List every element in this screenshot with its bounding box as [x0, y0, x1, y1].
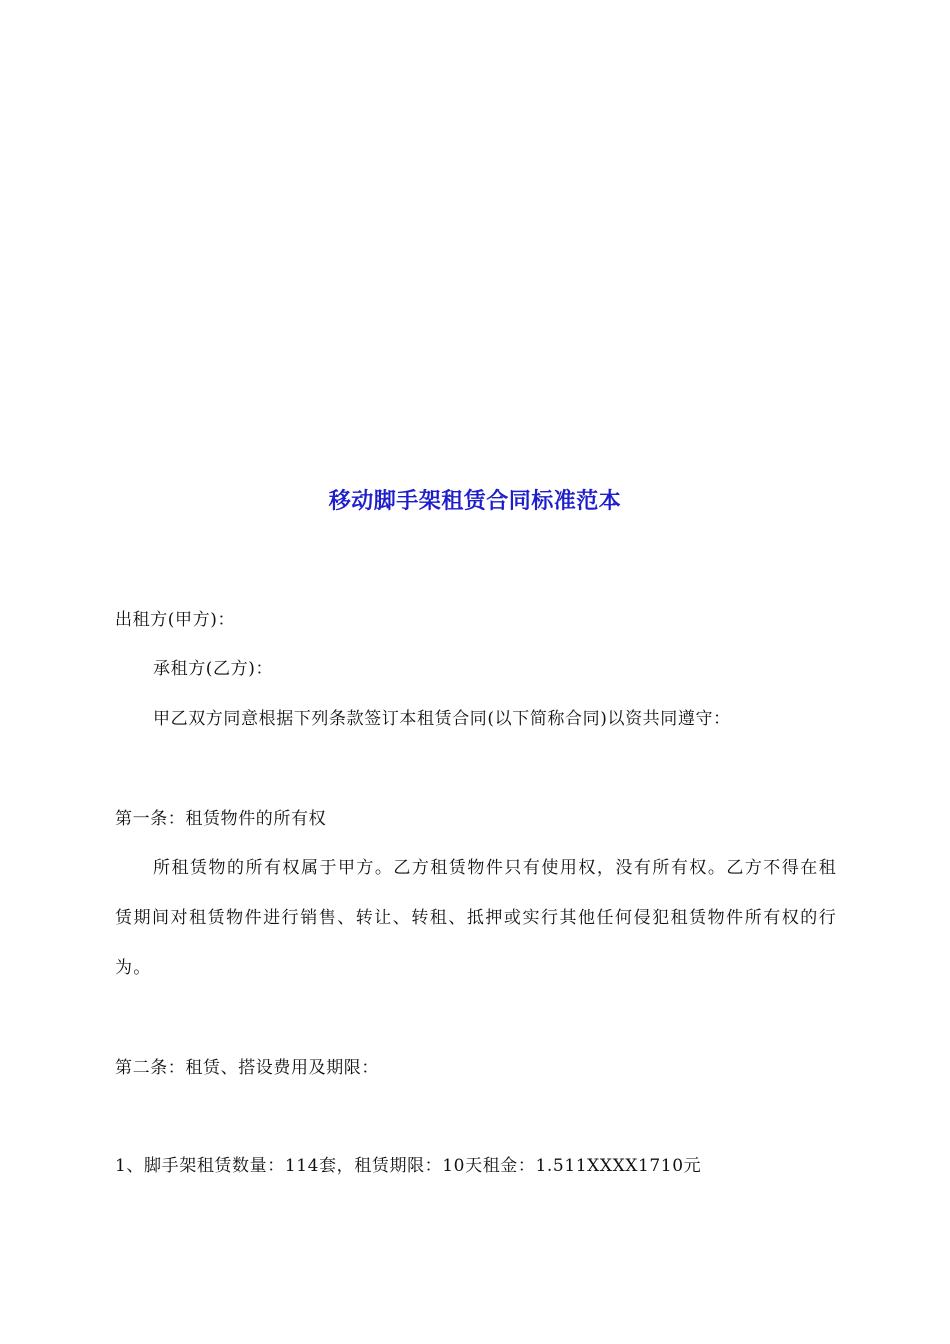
document-title: 移动脚手架租赁合同标准范本: [328, 489, 622, 514]
article1-body: 所租赁物的所有权属于甲方。乙方租赁物件只有使用权，没有所有权。乙方不得在租赁期间对租赁物件进行销售、转让、转租、抵押或实行其他任何侵犯租赁物件所有权的行为。: [115, 858, 837, 978]
article2-heading: 第二条：租赁、搭设费用及期限：: [115, 1058, 379, 1078]
article1-heading: 第一条：租赁物件的所有权: [115, 809, 327, 829]
article2-item1: 1、脚手架租赁数量：114套，租赁期限：10天租金：1.511XXXX1710元: [115, 1156, 702, 1176]
preamble-text: 甲乙双方同意根据下列条款签订本租赁合同(以下简称合同)以资共同遵守：: [153, 709, 731, 729]
lessor-label: 出租方(甲方)：: [115, 610, 236, 630]
lessee-label: 承租方(乙方)：: [153, 659, 274, 679]
